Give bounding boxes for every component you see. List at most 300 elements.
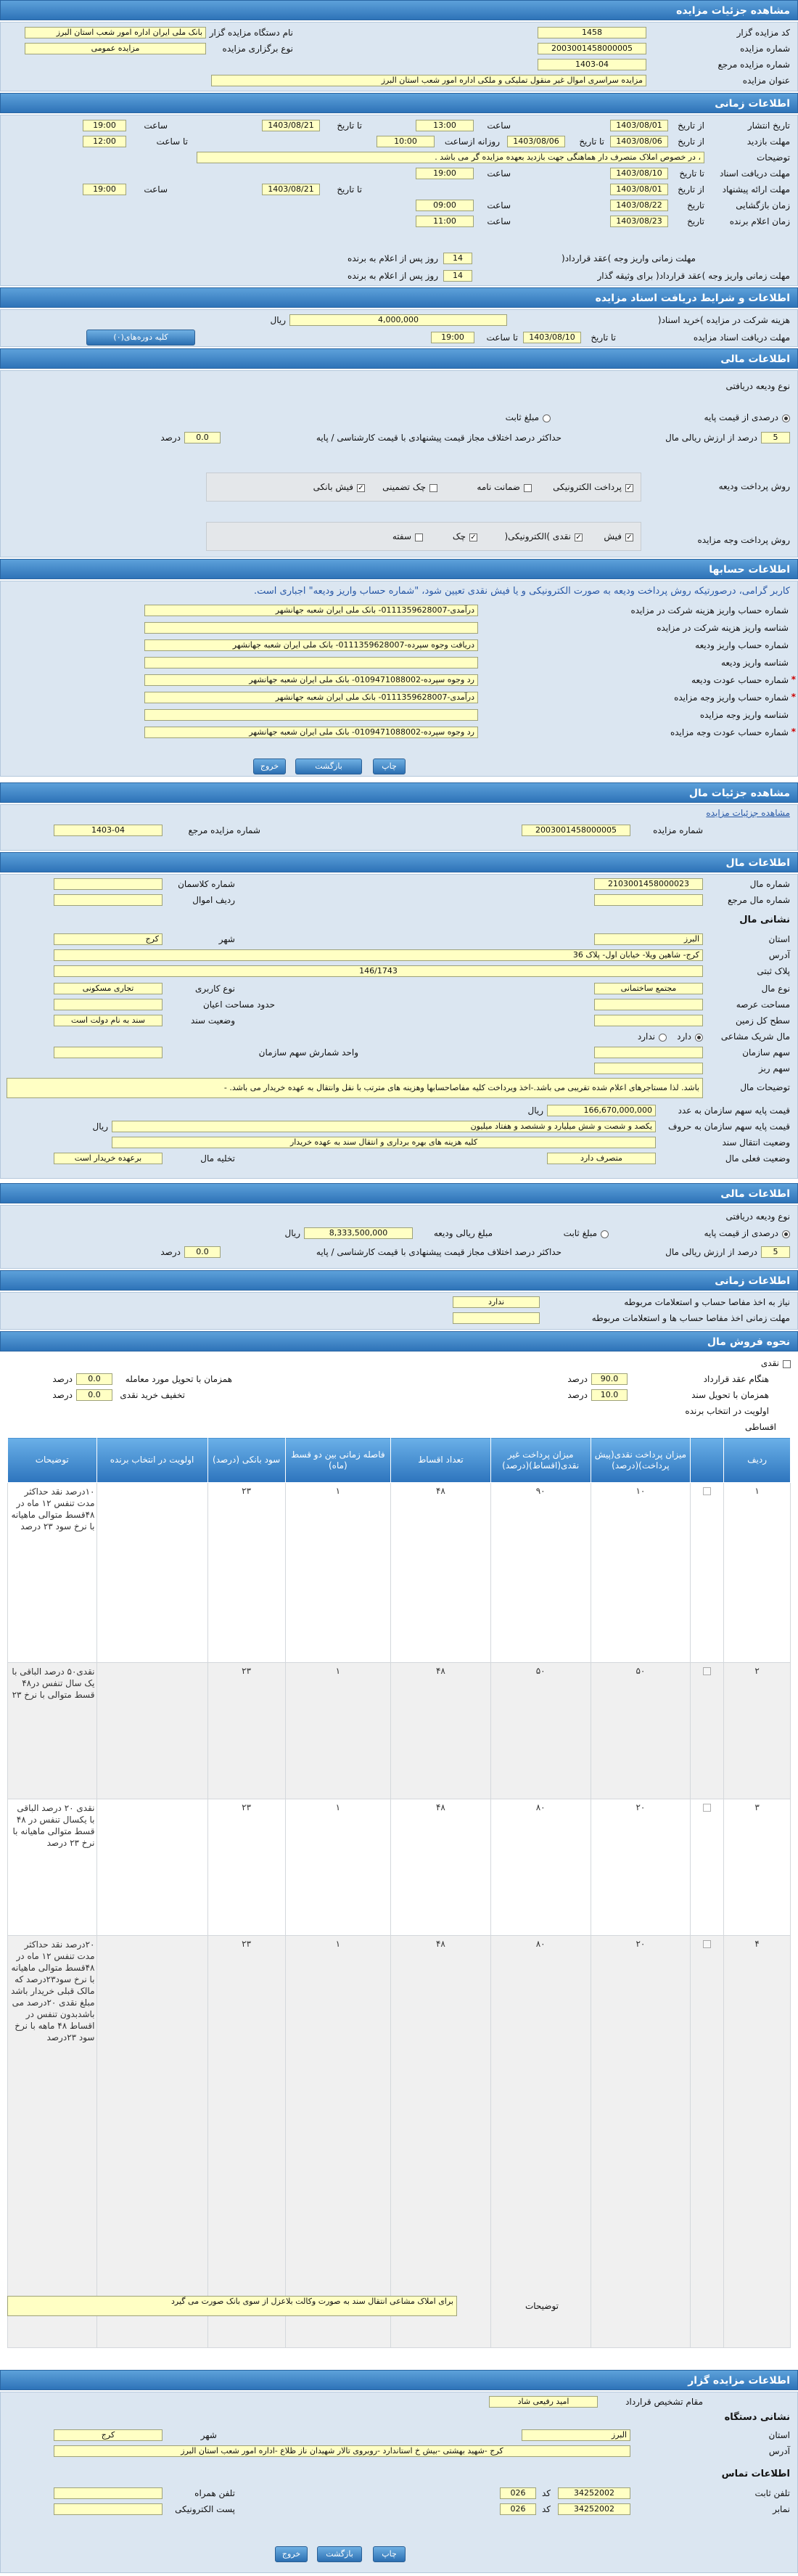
account-field [144,657,478,668]
row-number: ۱ [724,1483,791,1663]
field-plate: 146/1743 [54,965,703,977]
print-button[interactable]: چاپ [373,759,406,774]
label-code: کد مزایده گزار [736,28,790,38]
label-priority: اولویت در انتخاب برنده [685,1406,769,1416]
field-with-transaction: 0.0 [76,1373,112,1385]
label-percent: درصدی از قیمت پایه [704,1228,778,1238]
row-checkbox[interactable] [691,1663,724,1799]
label-to: تا تاریخ [579,136,604,147]
label-auction-number: شماره مزایده [653,825,703,835]
label-guarantee: ضمانت نامه [477,482,520,492]
documents-box [0,309,798,347]
asset-financial-box [0,1205,798,1269]
label-authority: مقام تشخیص قرارداد [625,2397,703,2407]
installment-gap: ۱ [285,1483,390,1663]
section-timing: اطلاعات زمانی [0,93,798,113]
label-to: تا تاریخ [337,184,362,195]
field-visit-to: 1403/08/06 [507,136,565,147]
label-time: ساعت [487,200,511,210]
label-asset-desc: توضیحات مال [740,1082,790,1092]
table-header: اولویت در انتخاب برنده [96,1438,207,1483]
label-cash-discount: تخفیف خرید نقدی [120,1390,185,1400]
field-asset-row [54,894,163,906]
field-transfer: کلیه هزینه های بهره برداری و انتقال سند به عهده خریدار [112,1137,656,1148]
section-auctioneer: اطلاعات مزایده گزار [0,2370,798,2390]
table-header: میزان پرداخت نقدی(پیش پرداخت)(درصد) [591,1438,691,1483]
field-auction-number: 2003001458000005 [522,825,630,836]
auction-payment-group [206,522,641,551]
contact-title: اطلاعات تماس [721,2469,790,2479]
field-receive-time: 19:00 [416,168,474,179]
label-base-words: قیمت پایه سهم سازمان به حروف [668,1121,790,1132]
required-star: * [791,727,796,737]
label-announce: زمان اعلام برنده [729,216,790,226]
label-max-diff: حداکثر درصد اختلاف مجاز قیمت پیشنهادی با قیمت کارشناسی / پایه [316,1247,562,1257]
label-hasnt: ندارد [637,1031,655,1042]
label-percent-unit: درصد [52,1374,73,1384]
account-label: شماره حساب واریز ودیعه [695,640,789,650]
checkbox-guarantee[interactable] [524,483,532,493]
label-to: تا تاریخ [591,332,616,343]
field-phone: 34252002 [558,2487,630,2499]
sale-method-box [0,1353,798,2347]
row-description: ۲۰درصد نقد حداکثر مدت تنفس ۱۲ ماه در ۴۸قسط متوالی ماهیانه با نرخ سود۲۳درصد که مالک قبلی خریدار باشد مبلغ نقدی ۲۰درصد می باشدبدون تنفس در اقساط ۴۸ ماهه با نرخ سود ۲۳درصد [8,1936,97,2348]
field-fee: 4,000,000 [289,314,507,326]
field-land-level [594,1015,703,1026]
account-label: شماره حساب واریز هزینه شرکت در مزایده [630,605,789,616]
installment-gap: ۱ [285,1936,390,2348]
field-base-words: یکصد و شصت و شش میلیارد و ششصد و هفتاد میلیون [112,1121,656,1132]
label-get-docs: مهلت دریافت اسناد مزایده [693,332,790,343]
device-address-title: نشانی دستگاه [724,2412,790,2423]
label-email: پست الکترونیکی [175,2504,235,2514]
label-address: آدرس [768,950,790,960]
label-asset-ref: شماره مال مرجع [727,895,790,905]
field-at-delivery: 10.0 [591,1389,628,1401]
cash-percent: ۱۰ [591,1483,691,1663]
field-usage: تجاری مسکونی [54,983,163,994]
field-max-diff: 0.0 [184,432,221,443]
field-offer-time: 19:00 [83,184,126,195]
exit-button[interactable]: خروج [253,759,286,774]
print-button-2[interactable]: چاپ [373,2546,406,2562]
label-contract-suffix: روز پس از اعلام به برنده [347,253,438,263]
checkbox-promissory[interactable] [415,532,423,542]
link-auction-details[interactable]: مشاهده جزئیات مزایده [706,808,790,818]
field-opening-date: 1403/08/22 [610,200,668,211]
label-land-area: مساحت عرصه [736,999,790,1010]
label-electronic: پرداخت الکترونیکی [553,482,622,492]
label-evacuation: تخلیه مال [200,1153,235,1164]
label-land-level: سطح کل زمین [735,1015,790,1026]
table-header: فاصله زمانی بین دو قسط (ماه) [285,1438,390,1483]
bank-profit: ۲۳ [207,1936,285,2348]
deposit-payment-group [206,473,641,502]
label-to-hour: تا ساعت [486,332,518,343]
label-time: ساعت [487,120,511,131]
field-visit-from: 1403/08/06 [610,136,668,147]
account-label: شناسه واریز وجه مزایده [699,710,789,720]
label-cheque-2: چک [452,531,466,541]
label-cash-electronic: نقدی )الکترونیکی( [504,531,571,541]
account-field [144,622,478,634]
field-table-desc: برای املاک مشاعی انتقال سند به صورت وکالت بلاعزل از سوی بانک صورت می گیرد [7,2296,457,2316]
label-subject: عنوان مزایده [742,75,790,86]
label-to: تا تاریخ [337,120,362,131]
account-row [0,708,797,724]
asset-details-box [0,804,798,851]
label-at-signing: هنگام عقد قرارداد [703,1374,769,1384]
label-promissory: سفته [392,531,411,541]
label-base-price: قیمت پایه سهم سازمان به عدد [678,1105,790,1116]
field-mobile [54,2487,163,2499]
label-from: از تاریخ [678,120,704,131]
field-code: 1458 [538,27,646,38]
label-percent-unit: درصد [160,433,181,443]
label-time: ساعت [487,168,511,179]
radio-has[interactable] [695,1032,703,1042]
label-rial: ریال [92,1121,108,1132]
bank-profit: ۲۳ [207,1799,285,1936]
label-time: ساعت [144,120,168,131]
checkbox-slip[interactable]: ✓ [626,533,633,541]
radio-fixed-2[interactable] [601,1229,609,1239]
label-notes: توضیحات [756,152,790,163]
label-fax: نمابر [773,2504,790,2514]
label-cash: نقدی [760,1358,779,1368]
table-row [8,1936,791,2348]
label-with-transaction: همزمان با تحویل مورد معامله [125,1374,232,1384]
installment-count: ۴۸ [391,1799,491,1936]
label-contract-deadline-2: مهلت زمانی واریز وجه )عقد قرارداد( برای وثیقه گذار [597,271,790,281]
row-description: نقدی ۲۰ درصد الباقی با یکسال تنفس در ۴۸ قسط متوالی ماهیانه با نرخ ۲۳ درصد [8,1799,97,1936]
field-deposit-amount: 8,333,500,000 [304,1227,413,1239]
cash-percent: ۲۰ [591,1799,691,1936]
label-percent-of: درصد از ارزش ریالی مال [665,1247,757,1257]
field-address: کرج- شاهین ویلا- خیابان اول- پلاک 36 [54,949,703,961]
label-deposit-payment: روش پرداخت ودیعه [718,481,790,491]
field-offer-to: 1403/08/21 [262,184,320,195]
account-row [0,621,797,637]
account-field: دریافت وجوه سپرده-0111359628007- بانک ملی ایران شعبه جهانشهر [144,639,478,651]
installment-percent: ۵۰ [490,1663,591,1799]
financial-box [0,370,798,557]
field-ref: 1403-04 [538,59,646,70]
label-to-hour: تا ساعت [156,136,188,147]
label-slip: فیش [604,531,622,541]
label-org-share: سهم سازمان [742,1047,790,1058]
field-receive-to: 1403/08/10 [610,168,668,179]
field-sub-share [594,1063,703,1074]
account-label: شناسه واریز ودیعه [720,658,789,668]
field-evacuation: برعهده خریدار است [54,1153,163,1164]
label-need-clearance: نیاز به اخذ مفاصا حساب و استعلامات مربوطه [624,1297,790,1307]
installment-percent: ۹۰ [490,1483,591,1663]
auction-details-box [0,22,798,91]
account-label: شماره حساب عودت ودیعه [691,675,789,685]
installment-table [7,1437,791,2348]
field-daily-to: 12:00 [83,136,126,147]
table-header: سود بانکی (درصد) [207,1438,285,1483]
cash-percent: ۲۰ [591,1936,691,2348]
field-share-unit [54,1047,163,1058]
label-deposit-amount: مبلغ ریالی ودیعه [433,1228,493,1238]
installment-count: ۴۸ [391,1483,491,1663]
field-contract-days-2: 14 [443,270,472,282]
installment-percent: ۸۰ [490,1936,591,2348]
label-class-number: شماره کلاسمان [178,879,235,889]
field-max-diff-2: 0.0 [184,1246,221,1258]
field-get-docs-date: 1403/08/10 [523,332,581,343]
field-org: بانک ملی ایران اداره امور شعب استان البرز [25,27,206,38]
section-asset-details: مشاهده جزئیات مال [0,782,798,803]
row-number: ۴ [724,1936,791,2348]
field-phone-code: 026 [500,2487,536,2499]
installment-gap: ۱ [285,1799,390,1936]
label-to: تا تاریخ [679,168,704,179]
back-button-2[interactable]: بازگشت [317,2546,362,2562]
field-number: 2003001458000005 [538,43,646,54]
account-field: رد وجوه سپرده-0109471088002- بانک ملی ایران شعبه جهانشهر [144,727,478,738]
field-city-2: کرج [54,2429,163,2441]
label-fee: هزینه شرکت در مزایده )خرید اسناد( [657,315,790,325]
label-building-area: حدود مساحت اعیان [202,999,275,1010]
checkbox-cash[interactable] [783,1359,791,1369]
row-description: نقدی۵۰ درصد الباقی با یک سال تنفس در۴۸ قسط متوالی با نرخ ۲۳ [8,1663,97,1799]
bank-profit: ۲۳ [207,1663,285,1799]
label-clearance-deadline: مهلت زمانی اخذ مفاصا حساب ها و استعلامات مربوطه [591,1313,790,1323]
table-row [8,1663,791,1799]
label-opening: زمان بازگشایی [736,200,790,210]
label-percent-unit: درصد [567,1374,588,1384]
field-subject: مزایده سراسری اموال غیر منقول تملیکی و ملکی اداره امور شعب استان البرز [211,75,646,86]
table-header [691,1438,724,1483]
required-star: * [791,674,796,684]
label-share-unit: واحد شمارش سهم سازمان [258,1047,358,1058]
field-city: کرج [54,933,163,945]
radio-percent[interactable] [782,413,790,423]
label-publish: تاریخ انتشار [747,120,790,131]
label-contract-suffix-2: روز پس از اعلام به برنده [347,271,438,281]
label-installment: اقساطی [745,1422,776,1432]
label-org: نام دستگاه مزایده گزار [209,28,293,38]
field-percent: 5 [761,432,790,443]
account-row [0,603,797,619]
label-deposit-type: نوع ودیعه دریافتی [725,1211,790,1222]
installment-count: ۴۸ [391,1663,491,1799]
field-building-area [54,999,163,1010]
account-label: شناسه واریز هزینه شرکت در مزایده [657,623,789,633]
section-auction-details: مشاهده جزئیات مزایده [0,0,798,20]
label-daily: روزانه ازساعت [444,136,500,147]
label-phone: تلفن ثابت [754,2488,790,2498]
table-row [8,1483,791,1663]
account-label: شماره حساب واریز وجه مزایده [674,692,789,703]
field-contract-days: 14 [443,253,472,264]
asset-address-title: نشانی مال [739,915,790,925]
label-asset-number: شماره مال [749,879,790,889]
label-rial: ریال [284,1228,300,1238]
label-asset-kind: نوع مال [761,984,790,994]
installment-count: ۴۸ [391,1936,491,2348]
label-percent-of: درصد از ارزش ریالی مال [665,433,757,443]
field-land-area [594,999,703,1010]
field-province-2: البرز [522,2429,630,2441]
bank-profit: ۲۳ [207,1483,285,1663]
field-asset-kind: مجتمع ساختمانی [594,983,703,994]
account-row [0,655,797,671]
label-at-delivery: همزمان با تحویل سند [691,1390,769,1400]
field-province: البرز [594,933,703,945]
installment-percent: ۸۰ [490,1799,591,1936]
field-offer-from: 1403/08/01 [610,184,668,195]
label-address: آدرس [768,2446,790,2456]
field-get-docs-time: 19:00 [431,332,474,343]
field-base-price: 166,670,000,000 [547,1105,656,1116]
winner-priority [96,1936,207,2348]
label-fixed: مبلغ ثابت [563,1228,597,1238]
radio-hasnt[interactable] [659,1032,667,1042]
field-cash-discount: 0.0 [76,1389,112,1401]
label-asset-row: ردیف اموال [192,895,235,905]
label-has: دارد [677,1031,691,1042]
label-rial: ریال [527,1105,543,1116]
buy-documents-button[interactable]: کلیه دوره‌های(۰) [86,330,195,345]
field-asset-desc: باشد. لذا مستاجرهای اعلام شده تقریبی می باشد.-اخذ ویرداخت کلیه مفاصاحسابها وهزینه های مترتب با نقل وانتقال به عهده خریدار می باشد. - [7,1078,703,1098]
label-percent-unit: درصد [160,1247,181,1257]
field-opening-time: 09:00 [416,200,474,211]
label-ref: شماره مزایده مرجع [717,60,790,70]
table-header: میزان پرداخت غیر نقدی(اقساط)(درصد) [490,1438,591,1483]
timing-box [0,115,798,286]
label-max-diff: حداکثر درصد اختلاف مجاز قیمت پیشنهادی با قیمت کارشناسی / پایه [316,433,562,443]
field-percent-2: 5 [761,1246,790,1258]
field-asset-number: 2103001458000023 [594,878,703,890]
asset-timing-box [0,1292,798,1330]
label-cheque: چک تضمینی [382,482,426,492]
label-doc-status: وضعیت سند [191,1015,235,1026]
required-star: * [791,692,796,702]
label-code: کد [541,2504,551,2514]
label-shared: مال شریک مشاعی [720,1031,790,1042]
label-receive: مهلت دریافت اسناد [719,168,790,179]
field-fax: 34252002 [558,2503,630,2515]
field-type: مزایده عمومی [25,43,206,54]
field-doc-status: سند به نام دولت است [54,1015,163,1026]
label-city: شهر [200,2430,217,2440]
field-publish-from-time: 13:00 [416,120,474,131]
account-row [0,690,797,706]
radio-percent-2[interactable] [782,1229,790,1239]
label-time: ساعت [144,184,168,195]
field-announce-date: 1403/08/23 [610,216,668,227]
section-asset-timing: اطلاعات زمانی [0,1270,798,1291]
field-notes: ، در خصوص املاک متصرف دار هماهنگی جهت بازدید بعهده مزایده گر می باشد . [197,152,704,163]
label-percent: درصدی از قیمت پایه [704,412,778,422]
label-offer: مهلت ارائه پیشنهاد [722,184,790,195]
field-fax-code: 026 [500,2503,536,2515]
label-date: تاریخ [687,216,704,226]
label-plate: پلاک ثبتی [757,966,790,976]
label-transfer: وضعیت انتقال سند [722,1137,790,1148]
label-rial: ریال [270,315,286,325]
section-financial: اطلاعات مالی [0,348,798,369]
row-number: ۳ [724,1799,791,1936]
label-bank-slip: فیش بانکی [313,482,353,492]
account-row [0,638,797,654]
winner-priority [96,1483,207,1663]
label-visit: مهلت بازدید [746,136,790,147]
field-need-clearance: ندارد [453,1296,540,1308]
account-row [0,673,797,689]
label-province: استان [768,2430,790,2440]
label-city: شهر [218,934,235,944]
row-checkbox[interactable] [691,1483,724,1663]
table-row [8,1799,791,1936]
accounts-notice: کاربر گرامی، درصورتیکه روش پرداخت ودیعه به صورت الکترونیکی و یا فیش نقدی تعیین شود، "شماره حساب واریز ودیعه" اجباری است. [253,586,790,597]
field-class-number [54,878,163,890]
label-mobile: تلفن همراه [194,2488,235,2498]
section-sale-method: نحوه فروش مال [0,1331,798,1352]
account-row [0,725,797,741]
winner-priority [96,1799,207,1936]
asset-info-box [0,874,798,1179]
label-province: استان [768,934,790,944]
checkbox-cash-electronic[interactable]: ✓ [575,533,582,541]
field-asset-ref [594,894,703,906]
checkbox-electronic[interactable]: ✓ [626,484,633,492]
label-usage: نوع کاربری [194,984,235,994]
checkbox-bank-slip[interactable]: ✓ [358,484,364,492]
label-auction-payment: روش پرداخت وجه مزایده [697,535,790,545]
field-auction-ref: 1403-04 [54,825,163,836]
field-publish-to-time: 19:00 [83,120,126,131]
label-number: شماره مزایده [740,44,790,54]
field-clearance-deadline [453,1312,540,1324]
label-date: تاریخ [687,200,704,210]
field-org-share [594,1047,703,1058]
label-deposit-type: نوع ودیعه دریافتی [725,381,790,391]
label-auction-ref: شماره مزایده مرجع [188,825,260,835]
back-button[interactable]: بازگشت [295,759,362,774]
table-header: ردیف [724,1438,791,1483]
checkbox-cheque-2[interactable]: ✓ [470,533,477,541]
label-from: از تاریخ [678,184,704,195]
section-documents: اطلاعات و شرایط دریافت اسناد مزایده [0,287,798,308]
field-authority: امید رفیعی شاد [489,2396,598,2408]
installment-gap: ۱ [285,1663,390,1799]
label-time: ساعت [487,216,511,226]
account-field [144,709,478,721]
field-announce-time: 11:00 [416,216,474,227]
checkbox-cheque[interactable] [429,483,437,493]
label-type: نوع برگزاری مزایده [222,44,293,54]
label-current-status: وضعیت فعلی مال [725,1153,790,1164]
row-checkbox[interactable] [691,1799,724,1936]
label-fixed: مبلغ ثابت [505,412,539,422]
field-current-status: متصرف دارد [547,1153,656,1164]
auctioneer-box [0,2392,798,2573]
radio-fixed[interactable] [543,413,551,423]
label-from: از تاریخ [678,136,704,147]
row-checkbox[interactable] [691,1936,724,2348]
field-daily-from: 10:00 [377,136,435,147]
label-percent-unit: درصد [567,1390,588,1400]
field-at-signing: 90.0 [591,1373,628,1385]
exit-button-2[interactable]: خروج [275,2546,308,2562]
winner-priority [96,1663,207,1799]
account-field: درآمدی-0111359628007- بانک ملی ایران شعبه جهانشهر [144,605,478,616]
